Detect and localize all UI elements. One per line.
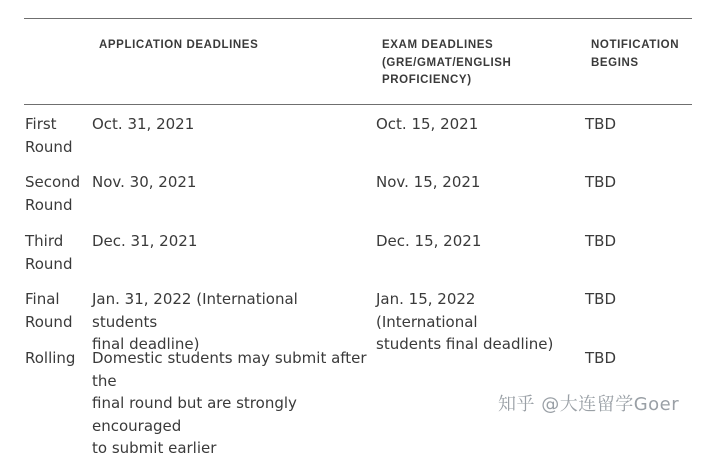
- application-line-1: Domestic students may submit after the: [92, 349, 367, 390]
- application-line-3: to submit earlier: [92, 439, 217, 457]
- exam-line-1: Dec. 15, 2021: [376, 232, 482, 250]
- header-notification-line-1: NOTIFICATION: [591, 39, 680, 51]
- row-second-round-notification: TBD: [585, 173, 617, 191]
- row-final-round-notification: TBD: [585, 290, 617, 308]
- row-third-round-exam: [376, 230, 576, 253]
- round-name-line-2: Round: [25, 312, 73, 331]
- application-line-2: final deadline): [92, 335, 200, 353]
- row-second-round-application: [92, 171, 367, 194]
- row-first-round-application: [92, 113, 367, 136]
- round-name-line-2: Round: [25, 137, 73, 156]
- row-rolling-notification: TBD: [585, 349, 617, 367]
- row-third-round-application: [92, 230, 367, 253]
- row-rolling-application: [92, 347, 367, 460]
- round-name-line-1: Rolling: [25, 349, 76, 367]
- header-application-deadlines: [99, 37, 339, 55]
- header-notification-begins: [591, 37, 701, 72]
- application-line-2: final round but are strongly encouraged: [92, 394, 297, 435]
- application-line-1: Oct. 31, 2021: [92, 115, 195, 133]
- row-final-round-application: [92, 288, 367, 356]
- row-first-round-notification: TBD: [585, 115, 617, 133]
- round-name-line-2: Round: [25, 254, 73, 273]
- row-third-round-notification: TBD: [585, 232, 617, 250]
- exam-line-1: Nov. 15, 2021: [376, 173, 481, 191]
- row-third-round-name: [25, 230, 85, 275]
- table-top-rule: [24, 18, 692, 19]
- application-line-1: Dec. 31, 2021: [92, 232, 198, 250]
- header-exam-line-2: (GRE/GMAT/ENGLISH: [382, 56, 512, 69]
- exam-line-1: Jan. 15, 2022 (International: [376, 290, 478, 331]
- exam-line-1: Oct. 15, 2021: [376, 115, 479, 133]
- application-line-1: Jan. 31, 2022 (International students: [92, 290, 298, 331]
- zhihu-watermark: 知乎 @大连留学Goer: [498, 394, 680, 415]
- row-second-round-name: [25, 171, 85, 216]
- header-exam-deadlines: [382, 37, 572, 90]
- row-first-round-exam: [376, 113, 576, 136]
- header-bottom-rule: [24, 104, 692, 105]
- row-first-round-name: [25, 113, 85, 158]
- round-name-line-1: Second: [25, 173, 81, 191]
- round-name-line-1: Third: [25, 232, 64, 250]
- header-exam-line-3: PROFICIENCY): [382, 74, 472, 86]
- round-name-line-1: Final: [25, 290, 60, 308]
- header-exam-line-1: EXAM DEADLINES: [382, 39, 494, 51]
- round-name-line-1: First: [25, 115, 57, 133]
- header-application-label: APPLICATION DEADLINES: [99, 39, 259, 51]
- row-rolling-name: [25, 347, 85, 370]
- application-line-1: Nov. 30, 2021: [92, 173, 197, 191]
- row-final-round-name: [25, 288, 85, 333]
- row-second-round-exam: [376, 171, 576, 194]
- row-final-round-exam: [376, 288, 576, 356]
- exam-line-2: students final deadline): [376, 335, 554, 353]
- header-notification-line-2: BEGINS: [591, 56, 639, 69]
- round-name-line-2: Round: [25, 195, 73, 214]
